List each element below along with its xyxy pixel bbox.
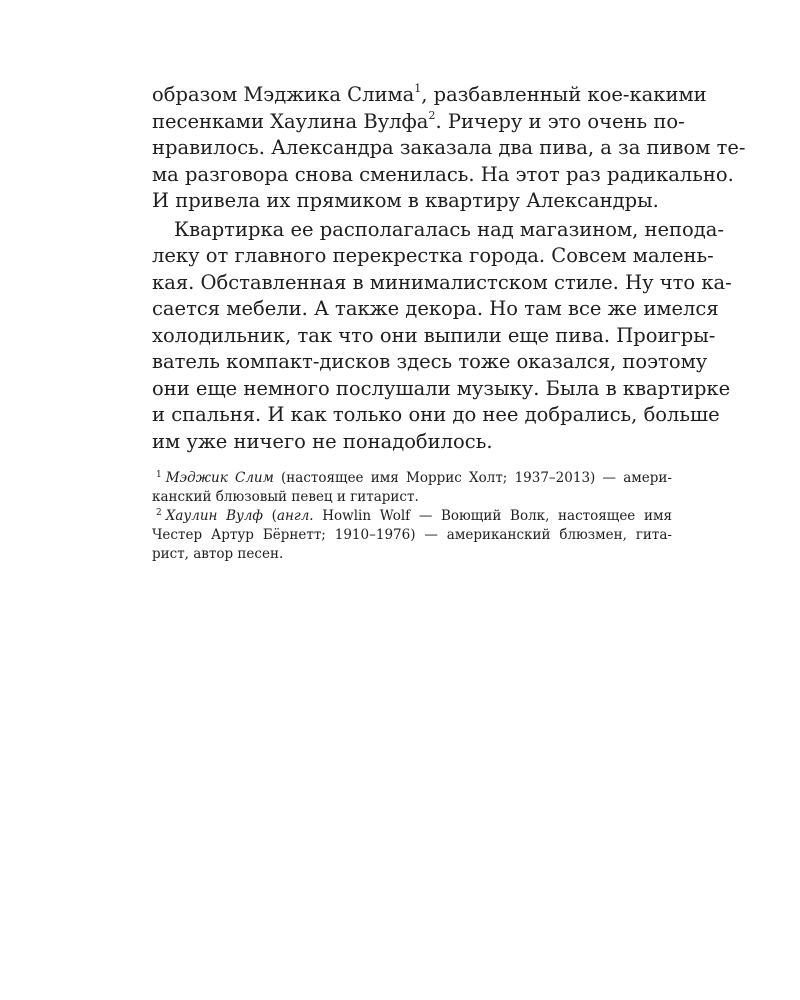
footnote-mark: 2: [156, 508, 162, 518]
text-segment: . Ричеру и это очень по-: [435, 109, 685, 133]
footnote-lang: англ.: [276, 508, 314, 524]
text-line: Квартирка ее располагалась над магазином, непода-: [174, 217, 724, 241]
footnote-line: [152, 507, 672, 526]
footnote-line: Честер Артур Бёрнетт; 1910–1976) — американский блюзмен, гита-: [152, 527, 672, 543]
footnote-1: [152, 469, 672, 507]
text-line: кая. Обставленная в минималистском стиле. Ну что ка-: [152, 270, 732, 294]
text-line: и спальня. И как только они до нее добрались, больше: [152, 403, 720, 426]
footnote-ref-1: 1: [414, 82, 422, 95]
text-line: леку от главного перекрестка города. Совсем малень-: [152, 244, 714, 267]
footnote-ref-2: 2: [428, 108, 436, 122]
footnote-line: [152, 469, 672, 488]
footnote-line: рист, автор песен.: [152, 546, 284, 562]
text-segment: образом Мэджика Слима: [152, 83, 415, 106]
text-line: [152, 108, 685, 136]
text-line: И привела их прямиком в квартиру Александры.: [152, 189, 659, 212]
text-line: нравилось. Александра заказала два пива, а за пивом те-: [152, 136, 746, 159]
footnote-text: (: [263, 508, 277, 524]
text-line: они еще немного послушали музыку. Была в квартирке: [152, 376, 731, 400]
footnote-line: канский блюзовый певец и гитарист.: [152, 489, 419, 505]
book-page: [152, 82, 746, 564]
paragraph-1: [152, 82, 746, 215]
paragraph-2: [152, 217, 732, 456]
footnote-mark: 1: [156, 470, 162, 480]
text-line: ма разговора снова сменилась. На этот раз радикально.: [152, 162, 734, 186]
text-line: ватель компакт-дисков здесь тоже оказался, поэтому: [152, 350, 708, 373]
text-line: [152, 82, 707, 109]
text-line: сается мебели. А также декора. Но там все же имелся: [152, 297, 719, 320]
text-line: холодильник, так что они выпили еще пива. Проигры-: [152, 323, 716, 347]
text-segment: песенками Хаулина Вулфа: [152, 109, 429, 133]
footnote-2: [152, 507, 672, 564]
text-line: им уже ничего не понадобилось.: [152, 429, 493, 453]
footnote-text: Howlin Wolf — Воющий Волк, настоящее имя: [313, 508, 672, 524]
footnote-name: Мэджик Слим: [165, 470, 274, 486]
footnotes: [152, 469, 672, 564]
footnote-text: (настоящее имя Моррис Холт; 1937–2013) — амери-: [273, 470, 672, 486]
footnote-name: Хаулин Вулф: [165, 508, 263, 524]
text-segment: , разбавленный кое-какими: [421, 83, 707, 106]
